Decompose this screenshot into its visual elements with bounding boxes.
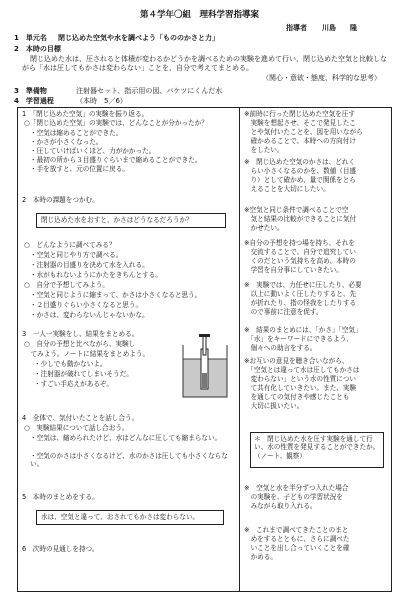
note-text: 学習を自分事にしていきたい。 <box>244 266 343 274</box>
step-1-question: ○「閉じ込めた空気」の実験では、どんなことが分かったか？ <box>24 119 208 127</box>
note-text: 「空気とは違って水は圧してもかさは <box>244 366 360 374</box>
note-text: 交流することで、自分で追究してい <box>244 248 356 256</box>
note-text: 「水」をキーワードにできるよう、 <box>244 335 353 343</box>
step-3-item: ・すごい手応えがあるぞ。 <box>34 380 113 388</box>
syringe-handle <box>199 334 210 337</box>
step-2-item: ○ 自分で予想してみよう。 <box>24 281 109 289</box>
step-4-item: ・空気のかさは小さくなるけど、水のかさは圧しても小さくならない。 <box>30 452 228 469</box>
step-3-item: ・少しでも動かないよ。 <box>34 360 107 368</box>
note-text: ので事前に注意を促す。 <box>244 308 323 316</box>
note-text: て共有化していきたい。また、実験 <box>244 384 357 392</box>
step-4-title: 4 全体で、気付いたことを話し合う。 <box>22 414 139 422</box>
step-2-item: ・注射器の目盛りを決めて水を入れる。 <box>30 261 149 269</box>
note-text: めをするとともに、さらに調べた <box>244 535 350 543</box>
prep-value: 注射器セット、指示用の図、バケツにくんだ水 <box>76 87 223 95</box>
step-2-item: ○ どんなように調べてみる？ <box>24 241 116 249</box>
step-1-answer: ・最初の所から３目盛りぐらいまで縮めることができた。 <box>30 156 202 164</box>
conclusion-text: 水は、空気と違って、おされてもかさは変わらない。 <box>41 513 200 521</box>
step-3-item: ・注射器が破れてしまいそうだ。 <box>34 370 133 378</box>
step-1-answer: ・圧していけばいくほど、力がかかった。 <box>30 147 156 155</box>
step-6-title: 6 次時の見通しを持つ。 <box>22 545 99 553</box>
note-text: 個々への助言をする。 <box>244 344 317 352</box>
step-3-item: てみよう。ノートに結果をまとめよう。 <box>24 350 150 358</box>
table-divider <box>239 107 240 591</box>
teacher-name: 川島 隆 <box>322 24 357 32</box>
note-text: 大切に扱いたい。 <box>244 402 304 410</box>
evaluation-text: ＊ 閉じ込めた水を圧す実験を通して行い、水の性質を発見することができたか。（ノート、観察） <box>254 435 380 460</box>
note-text: 気と結果の比較ができることに気付 <box>244 215 357 223</box>
note-text: いことを出し合っていくことを確 <box>244 544 350 552</box>
process-value: （本時 5／6） <box>76 97 127 105</box>
note-text: の実験を、子どもの学習状況を <box>244 493 343 501</box>
prep-label: 3 準備物 <box>14 87 47 95</box>
unit-label: 1 単元名 <box>14 34 47 42</box>
note-text: 実験を想起させ、そこで発見したこ <box>244 119 356 127</box>
note-text: ※空気と同じ条件で調べることで空 <box>244 206 349 214</box>
goal-label: 2 本時の目標 <box>14 45 61 53</box>
conclusion-box <box>36 510 224 525</box>
goal-text: 閉じ込めた水は、圧されると体積が変わるかどうかを調べるための実験を進めて行い、閉じ込めた空気と比較しながら「水は圧してもかさは変わらない」ことを、自分で考えてまとめる。 <box>22 55 387 72</box>
goal-note: （関心・意欲・態度、科学的な思考） <box>262 74 381 82</box>
question-text: 閉じ込めた水をおすと、かさはどうなるだろうか？ <box>41 216 193 224</box>
note-text: を通しての気付きや感じたことも <box>244 393 350 401</box>
step-3-title: 3 一人一実験をし、結果をまとめる。 <box>22 330 139 338</box>
syringe-plunger <box>203 335 206 355</box>
question-box <box>36 213 226 228</box>
note-text: ※お互いの意見を聴き合いながら、 <box>244 357 349 365</box>
note-text: ※前時に行った閉じ込めた空気を圧す <box>244 110 356 118</box>
note-text: をしたい。 <box>244 146 284 154</box>
note-text: り）として確かめ、量で関係をとら <box>244 176 356 184</box>
syringe-water <box>202 373 207 388</box>
step-2-item: ・２目盛りぐらい小さくなると思う。 <box>30 301 143 309</box>
page-title: 第４学年〇組 理科学習指導案 <box>140 10 260 20</box>
note-text: くのだという気持ちを高め、本時の <box>244 257 356 265</box>
teacher-label: 指導者 <box>286 24 307 32</box>
note-text: みながら取り入れる。 <box>244 502 317 510</box>
note-text: ※ これまで調べてきたことのまと <box>244 526 349 534</box>
note-text: ※自分の予想を持つ場を持ち、それを <box>244 239 356 247</box>
step-4-item: ○ 実験結果について話し合おう。 <box>24 424 129 432</box>
note-text: 確かめることで、本時への方向付け <box>244 137 356 145</box>
note-text: ※ 実験では、力任せに圧したり、必要 <box>244 281 362 289</box>
step-1-answer: ・手を放すと、元の位置に戻る。 <box>30 165 129 173</box>
step-4-item: ・空気は、縮められたけど、水はどんなに圧しても縮まらない。 <box>30 434 222 442</box>
note-text: ※ 結果のまとめには、「かさ」「空気」 <box>244 326 362 334</box>
note-text: 以上に動いよく圧したりすると、先 <box>244 290 357 298</box>
note-text: かめる。 <box>244 553 277 561</box>
note-text: ※ 閉じ込めた空気のかさは、どれく <box>244 158 356 166</box>
note-text: えることを大切にしたい。 <box>244 185 330 193</box>
step-5-title: 5 本時のまとめをする。 <box>22 493 99 501</box>
step-3-item: ○ 自分の予想と比べながら、実験し <box>24 340 136 348</box>
step-2-item: ・水がもれないようにかたをきちんとする。 <box>30 271 162 279</box>
step-2-item: ・空気と同じように縮まって、かさは小さくなると思う。 <box>30 291 202 299</box>
step-1-answer: ・空気は縮めることができた。 <box>30 129 123 137</box>
note-text: とや気付いたことを、図を用いながら <box>244 128 363 136</box>
note-text: 変わらない」という水の性質につい <box>244 375 356 383</box>
step-2-item: ・かさは、変わらないんじゃないかな。 <box>30 311 149 319</box>
step-1-answer: ・かさが小さくなった。 <box>30 138 103 146</box>
evaluation-box <box>250 432 384 468</box>
note-text: らい小さくなるのかを、数値（目盛 <box>244 167 357 175</box>
step-1-title: 1 「閉じ込めた空気」の実験を振り返る。 <box>22 110 149 118</box>
note-text: が折れたり、指の怪我をしたりする <box>244 299 357 307</box>
step-2-item: ・空気と同じやり方で調べる。 <box>30 251 123 259</box>
note-text: ※ 空気と水を半分ずつ入れた場合 <box>244 484 349 492</box>
note-text: かせたい。 <box>244 224 284 232</box>
syringe-beaker-illustration <box>180 333 230 401</box>
process-label: 4 学習過程 <box>14 97 54 105</box>
unit-value: 閉じ込めた空気や水を調べよう「もののかさと力」 <box>58 34 219 42</box>
step-2-title: 2 本時の課題をつかむ。 <box>22 196 99 204</box>
